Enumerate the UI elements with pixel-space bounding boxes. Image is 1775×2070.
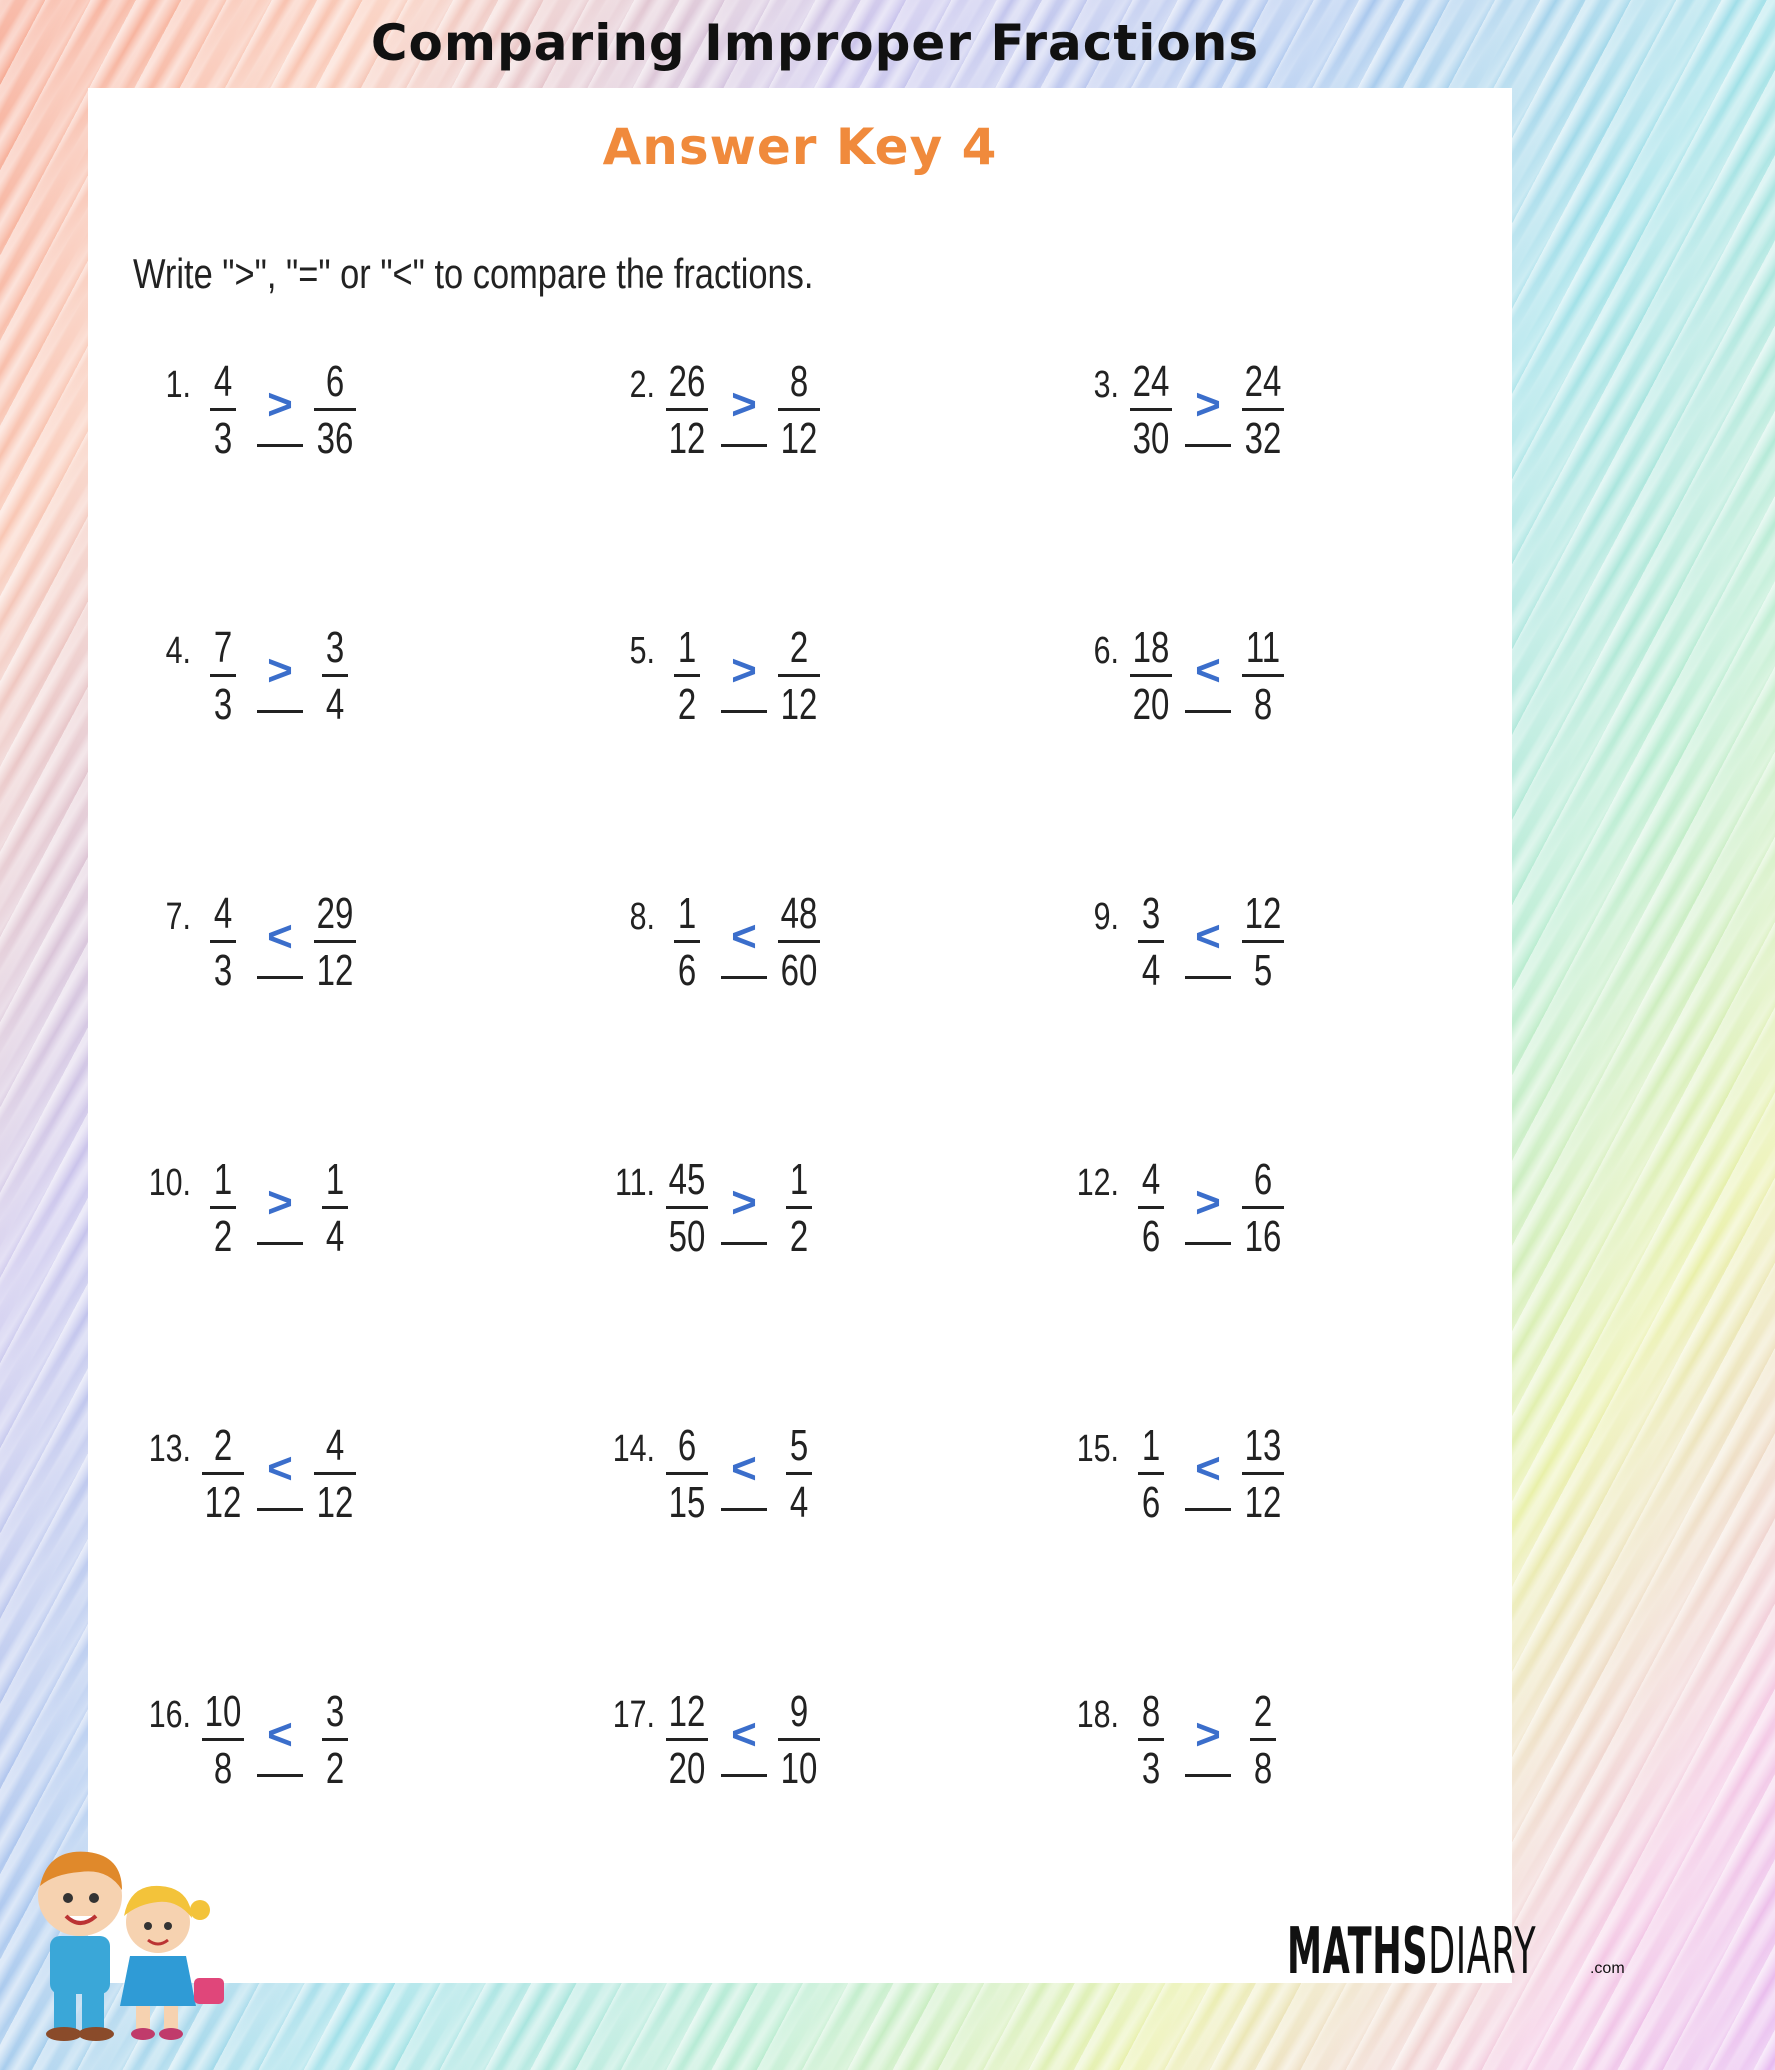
- denominator: 2: [213, 1212, 233, 1261]
- numerator: 11: [1245, 623, 1281, 672]
- answer-blank: [1185, 1242, 1231, 1245]
- numerator: 3: [325, 623, 345, 672]
- answer-blank: [257, 710, 303, 713]
- numerator: 7: [213, 623, 233, 672]
- numerator: 4: [1141, 1155, 1161, 1204]
- answer-blank: [721, 710, 767, 713]
- numerator: 1: [325, 1155, 345, 1204]
- answer-blank: [721, 976, 767, 979]
- fraction-right: [769, 1688, 829, 1793]
- answer-blank: [1185, 444, 1231, 447]
- problem-1: [133, 358, 553, 468]
- problem-6: [1061, 624, 1481, 734]
- fraction-left: [193, 1688, 253, 1793]
- numerator: 3: [325, 1687, 345, 1736]
- problem-number: 15.: [1076, 1428, 1119, 1470]
- answer-blank: [257, 976, 303, 979]
- fraction-left: [657, 624, 717, 729]
- denominator: 12: [668, 414, 706, 463]
- answer-blank: [257, 444, 303, 447]
- fraction-right: [305, 1688, 365, 1793]
- fraction-left: [657, 358, 717, 463]
- answer-blank: [257, 1508, 303, 1511]
- problem-number: 12.: [1076, 1162, 1119, 1204]
- problem-18: [1061, 1688, 1481, 1798]
- fraction-right: [305, 624, 365, 729]
- denominator: 12: [316, 1478, 354, 1527]
- problem-number: 9.: [1093, 896, 1119, 938]
- numerator: 48: [780, 889, 818, 938]
- denominator: 16: [1244, 1212, 1282, 1261]
- fraction-left: [193, 358, 253, 463]
- worksheet-title: Comparing Improper Fractions: [370, 14, 1260, 72]
- denominator: 12: [204, 1478, 242, 1527]
- answer-symbol: <: [731, 1710, 757, 1759]
- problem-9: [1061, 890, 1481, 1000]
- denominator: 4: [1141, 946, 1161, 995]
- numerator: 8: [1141, 1687, 1161, 1736]
- answer-blank: [1185, 1774, 1231, 1777]
- answer-blank: [257, 1242, 303, 1245]
- fraction-right: [1233, 624, 1293, 729]
- problem-4: [133, 624, 553, 734]
- answer-symbol: >: [731, 646, 757, 695]
- numerator: 4: [325, 1421, 345, 1470]
- numerator: 24: [1132, 357, 1170, 406]
- fraction-left: [1121, 1156, 1181, 1261]
- numerator: 1: [677, 889, 697, 938]
- fraction-right: [1233, 1422, 1293, 1527]
- problem-number: 17.: [612, 1694, 655, 1736]
- answer-symbol: >: [1195, 380, 1221, 429]
- problem-13: [133, 1422, 553, 1532]
- numerator: 1: [213, 1155, 233, 1204]
- answer-symbol: >: [731, 1178, 757, 1227]
- kids-illustration: [18, 1838, 238, 2043]
- numerator: 2: [789, 623, 809, 672]
- numerator: 8: [789, 357, 809, 406]
- numerator: 1: [789, 1155, 809, 1204]
- denominator: 12: [780, 680, 818, 729]
- numerator: 29: [316, 889, 354, 938]
- problem-number: 6.: [1093, 630, 1119, 672]
- denominator: 20: [668, 1744, 706, 1793]
- numerator: 3: [1141, 889, 1161, 938]
- logo-text: MATHSDIARY: [1287, 1915, 1537, 1989]
- numerator: 26: [668, 357, 706, 406]
- fraction-left: [657, 1156, 717, 1261]
- problem-number: 11.: [614, 1162, 655, 1204]
- numerator: 4: [213, 889, 233, 938]
- denominator: 6: [1141, 1478, 1161, 1527]
- fraction-left: [193, 890, 253, 995]
- denominator: 8: [213, 1744, 233, 1793]
- fraction-right: [305, 890, 365, 995]
- answer-symbol: <: [267, 1710, 293, 1759]
- fraction-right: [1233, 358, 1293, 463]
- problem-number: 7.: [165, 896, 191, 938]
- answer-key-heading: Answer Key 4: [602, 118, 998, 176]
- denominator: 12: [780, 414, 818, 463]
- problem-8: [597, 890, 1017, 1000]
- answer-blank: [721, 444, 767, 447]
- problem-number: 10.: [148, 1162, 191, 1204]
- denominator: 30: [1132, 414, 1170, 463]
- answer-symbol: <: [1195, 646, 1221, 695]
- problem-17: [597, 1688, 1017, 1798]
- denominator: 36: [316, 414, 354, 463]
- numerator: 45: [668, 1155, 706, 1204]
- numerator: 10: [204, 1687, 242, 1736]
- instructions: Write ">", "=" or "<" to compare the fractions.: [133, 250, 814, 297]
- fraction-right: [305, 1422, 365, 1527]
- problem-7: [133, 890, 553, 1000]
- numerator: 6: [325, 357, 345, 406]
- denominator: 32: [1244, 414, 1282, 463]
- denominator: 20: [1132, 680, 1170, 729]
- answer-blank: [1185, 976, 1231, 979]
- problem-number: 14.: [612, 1428, 655, 1470]
- denominator: 12: [1244, 1478, 1282, 1527]
- fraction-left: [193, 624, 253, 729]
- problem-number: 16.: [148, 1694, 191, 1736]
- fraction-right: [769, 624, 829, 729]
- fraction-left: [1121, 624, 1181, 729]
- problem-2: [597, 358, 1017, 468]
- problem-10: [133, 1156, 553, 1266]
- answer-symbol: <: [1195, 912, 1221, 961]
- answer-symbol: >: [267, 1178, 293, 1227]
- fraction-right: [769, 358, 829, 463]
- answer-symbol: >: [731, 380, 757, 429]
- fraction-right: [769, 1156, 829, 1261]
- answer-blank: [721, 1774, 767, 1777]
- denominator: 5: [1253, 946, 1273, 995]
- problem-12: [1061, 1156, 1481, 1266]
- fraction-right: [305, 1156, 365, 1261]
- denominator: 2: [325, 1744, 345, 1793]
- numerator: 24: [1244, 357, 1282, 406]
- answer-symbol: >: [1195, 1178, 1221, 1227]
- denominator: 6: [677, 946, 697, 995]
- numerator: 1: [1141, 1421, 1161, 1470]
- problem-number: 13.: [148, 1428, 191, 1470]
- answer-symbol: >: [267, 380, 293, 429]
- denominator: 3: [213, 680, 233, 729]
- numerator: 6: [1253, 1155, 1273, 1204]
- numerator: 12: [668, 1687, 706, 1736]
- denominator: 3: [1141, 1744, 1161, 1793]
- answer-symbol: >: [1195, 1710, 1221, 1759]
- numerator: 12: [1244, 889, 1282, 938]
- problem-11: [597, 1156, 1017, 1266]
- answer-symbol: <: [267, 912, 293, 961]
- denominator: 12: [316, 946, 354, 995]
- answer-blank: [1185, 710, 1231, 713]
- problem-number: 4.: [165, 630, 191, 672]
- numerator: 1: [677, 623, 697, 672]
- problem-14: [597, 1422, 1017, 1532]
- fraction-right: [305, 358, 365, 463]
- fraction-right: [769, 1422, 829, 1527]
- problem-16: [133, 1688, 553, 1798]
- problem-number: 5.: [629, 630, 655, 672]
- fraction-left: [193, 1422, 253, 1527]
- denominator: 4: [789, 1478, 809, 1527]
- denominator: 8: [1253, 1744, 1273, 1793]
- answer-symbol: >: [267, 646, 293, 695]
- numerator: 13: [1244, 1421, 1282, 1470]
- fraction-left: [1121, 1688, 1181, 1793]
- fraction-left: [657, 890, 717, 995]
- problem-3: [1061, 358, 1481, 468]
- answer-blank: [257, 1774, 303, 1777]
- numerator: 4: [213, 357, 233, 406]
- denominator: 8: [1253, 680, 1273, 729]
- denominator: 2: [677, 680, 697, 729]
- denominator: 50: [668, 1212, 706, 1261]
- problem-number: 3.: [1093, 364, 1119, 406]
- answer-symbol: <: [1195, 1444, 1221, 1493]
- denominator: 60: [780, 946, 818, 995]
- answer-blank: [1185, 1508, 1231, 1511]
- answer-blank: [721, 1242, 767, 1245]
- numerator: 6: [677, 1421, 697, 1470]
- fraction-left: [193, 1156, 253, 1261]
- problem-15: [1061, 1422, 1481, 1532]
- denominator: 4: [325, 1212, 345, 1261]
- denominator: 15: [668, 1478, 706, 1527]
- problem-number: 8.: [629, 896, 655, 938]
- answer-symbol: <: [267, 1444, 293, 1493]
- denominator: 4: [325, 680, 345, 729]
- fraction-right: [1233, 890, 1293, 995]
- fraction-right: [1233, 1688, 1293, 1793]
- worksheet-sheet: [88, 88, 1512, 1983]
- fraction-left: [1121, 358, 1181, 463]
- mathsdiary-logo: MATHSDIARY .com: [1287, 1915, 1625, 1989]
- denominator: 6: [1141, 1212, 1161, 1261]
- denominator: 3: [213, 414, 233, 463]
- problem-5: [597, 624, 1017, 734]
- numerator: 5: [789, 1421, 809, 1470]
- numerator: 2: [1253, 1687, 1273, 1736]
- problem-number: 1.: [165, 364, 191, 406]
- denominator: 10: [780, 1744, 818, 1793]
- fraction-right: [769, 890, 829, 995]
- denominator: 3: [213, 946, 233, 995]
- denominator: 2: [789, 1212, 809, 1261]
- answer-symbol: <: [731, 1444, 757, 1493]
- answer-symbol: <: [731, 912, 757, 961]
- fraction-left: [657, 1688, 717, 1793]
- fraction-left: [1121, 1422, 1181, 1527]
- problem-number: 18.: [1076, 1694, 1119, 1736]
- answer-blank: [721, 1508, 767, 1511]
- numerator: 18: [1132, 623, 1170, 672]
- problem-number: 2.: [629, 364, 655, 406]
- fraction-left: [657, 1422, 717, 1527]
- fraction-right: [1233, 1156, 1293, 1261]
- fraction-left: [1121, 890, 1181, 995]
- numerator: 2: [213, 1421, 233, 1470]
- numerator: 9: [789, 1687, 809, 1736]
